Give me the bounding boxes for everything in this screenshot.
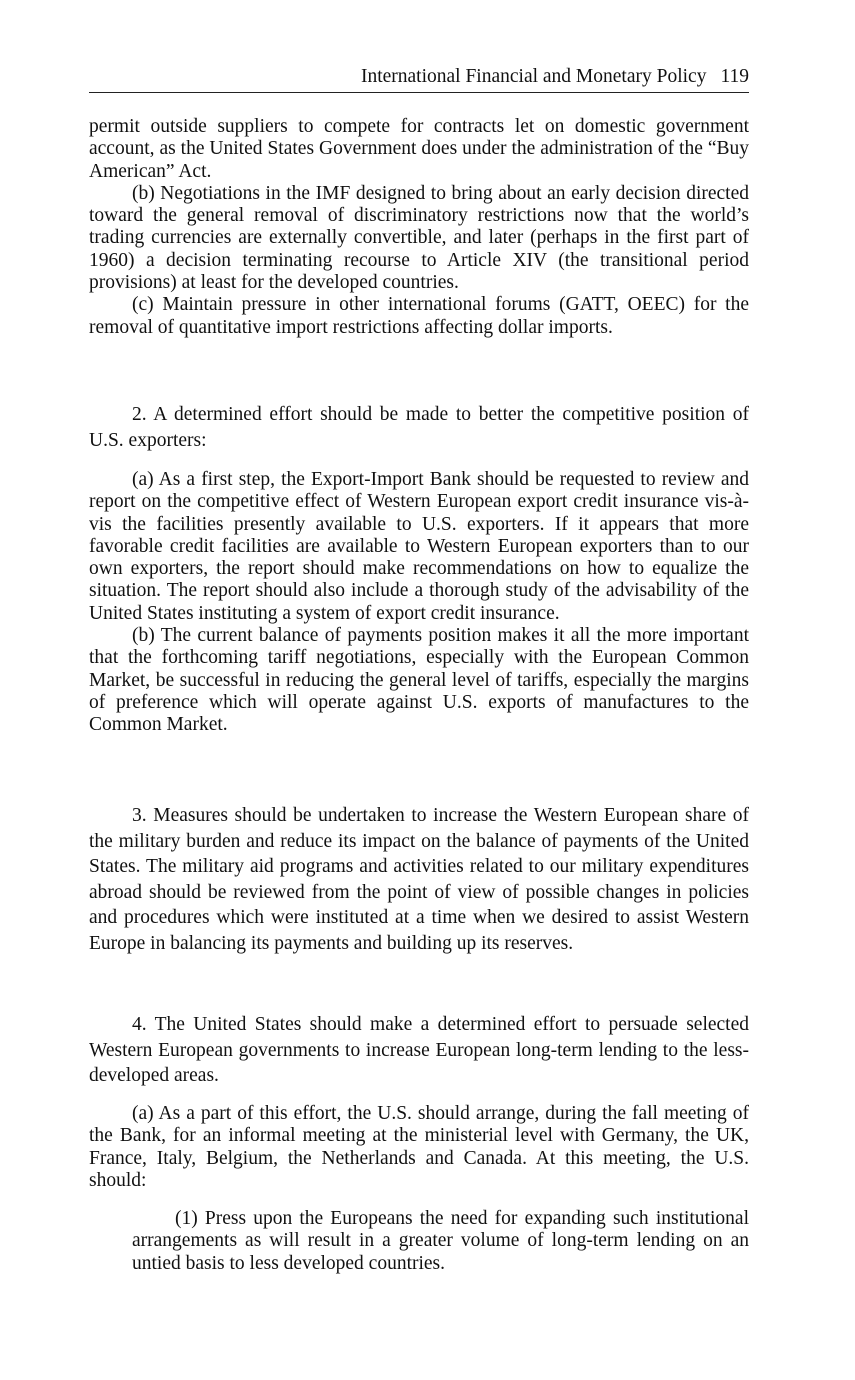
paragraph-2: 2. A determined effort should be made to better the competitive position of U.S. exporters: <box>89 404 749 451</box>
section-4 <box>89 1012 749 1089</box>
section-3 <box>89 803 749 957</box>
paragraph-1b: (b) Negotiations in the IMF designed to bring about an early decision directed toward the general removal of discriminatory restrictions now that the world’s trading currencies are externally convertible, and later (perhaps in the first part of 1960) a decision terminating recourse to Article XIV (the transitional period provisions) at least for the developed countries. <box>89 182 749 294</box>
paragraph-2a: (a) As a first step, the Export-Import Bank should be requested to review and report on the competitive effect of Western European export credit insurance vis-à-vis the facilities presently available to U.S. exporters. If it appears that more favorable credit facilities are available to Western European exporters than to our own exporters, the report should make recommendations on how to equalize the situation. The report should also include a thorough study of the advisability of the United States instituting a system of export credit insurance. <box>89 469 749 624</box>
section-2-items <box>89 469 749 737</box>
paragraph-2b: (b) The current balance of payments position makes it all the more important that the forthcoming tariff negotiations, especially with the European Common Market, be successful in reducing the general level of tariffs, especially the margins of preference which will operate against U.S. exports of manufactures to the Common Market. <box>89 625 749 736</box>
running-header-title: International Financial and Monetary Policy <box>360 66 707 87</box>
paragraph-4: 4. The United States should make a determined effort to persuade selected Western European governments to increase European long-term lending to the less-developed areas. <box>89 1014 749 1087</box>
paragraph-1c: (c) Maintain pressure in other international forums (GATT, OEEC) for the removal of quantitative import restrictions affecting dollar imports. <box>89 294 749 338</box>
page-number: 119 <box>720 66 749 87</box>
paragraph-continued: permit outside suppliers to compete for contracts let on domestic government account, as the United States Government does under the administration of the “Buy American” Act. <box>89 116 749 182</box>
paragraph-4a-1: (1) Press upon the Europeans the need for expanding such institutional arrangements as will result in a greater volume of long-term lending on an untied basis to less developed countries. <box>132 1208 749 1274</box>
section-1-continuation <box>89 116 749 339</box>
paragraph-4a: (a) As a part of this effort, the U.S. should arrange, during the fall meeting of the Bank, for an informal meeting at the ministerial level with Germany, the UK, France, Italy, Belgium, the Netherlands and Canada. At this meeting, the U.S. should: <box>89 1103 749 1191</box>
section-4-item-a-1 <box>132 1208 749 1275</box>
running-header <box>89 64 749 93</box>
paragraph-3: 3. Measures should be undertaken to increase the Western European share of the military burden and reduce its impact on the balance of payments of the United States. The military aid programs and activities related to our military expenditures abroad should be reviewed from the point of view of possible changes in policies and procedures which were instituted at a time when we desired to assist Western Europe in balancing its payments and building up its reserves. <box>89 805 749 954</box>
section-4-item-a <box>89 1103 749 1192</box>
section-2 <box>89 402 749 453</box>
